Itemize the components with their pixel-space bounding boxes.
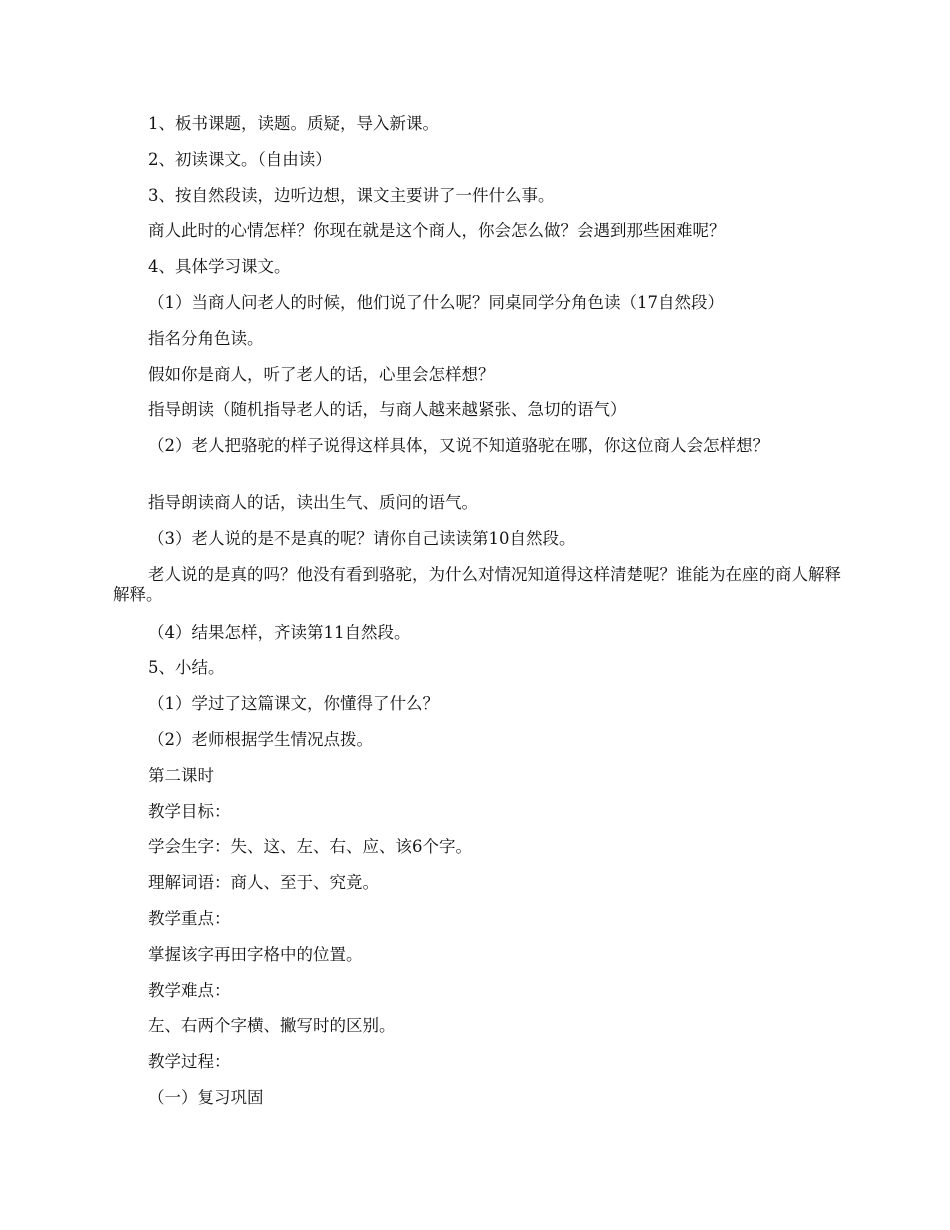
paragraph-difficulty: 左、右两个字横、撇写时的区别。 [148,1016,396,1035]
paragraph-if-merchant: 假如你是商人，听了老人的话，心里会怎样想？ [148,365,495,384]
heading-key-points: 教学重点： [148,909,231,928]
paragraph-role-reading: 指名分角色读。 [148,329,264,348]
paragraph-step-1: 1、板书课题，读题。质疑，导入新课。 [148,114,439,133]
heading-teaching-goals: 教学目标： [148,802,231,821]
paragraph-sub-2: （2）老人把骆驼的样子说得这样具体，又说不知道骆驼在哪，你这位商人会怎样想？ [148,436,769,455]
paragraph-summary-1: （1）学过了这篇课文，你懂得了什么？ [148,694,439,713]
paragraph-step-2: 2、初读课文。（自由读） [148,150,332,169]
paragraph-sub-1: （1）当商人问老人的时候，他们说了什么呢？同桌同学分角色读（17自然段） [148,293,724,312]
paragraph-step-4: 4、具体学习课文。 [148,257,291,276]
paragraph-guided-reading: 指导朗读（随机指导老人的话，与商人越来越紧张、急切的语气） [148,400,627,419]
paragraph-summary-2: （2）老师根据学生情况点拨。 [148,730,373,749]
paragraph-merchant-tone: 指导朗读商人的话，读出生气、质问的语气。 [148,493,478,512]
heading-difficulties: 教学难点： [148,981,231,1000]
paragraph-step-3: 3、按自然段读，边听边想，课文主要讲了一件什么事。 [148,186,555,205]
paragraph-sub-3: （3）老人说的是不是真的呢？请你自己读读第10自然段。 [148,529,576,548]
heading-review: （一）复习巩固 [148,1088,264,1107]
paragraph-new-characters: 学会生字：失、这、左、右、应、该6个字。 [148,837,472,856]
paragraph-merchant-mood: 商人此时的心情怎样？你现在就是这个商人，你会怎么做？会遇到那些困难呢？ [148,221,726,240]
paragraph-sub-4: （4）结果怎样，齐读第11自然段。 [148,623,411,642]
heading-teaching-process: 教学过程： [148,1052,231,1071]
paragraph-key-point: 掌握该字再田字格中的位置。 [148,945,363,964]
paragraph-vocabulary: 理解词语：商人、至于、究竟。 [148,873,379,892]
paragraph-step-5: 5、小结。 [148,658,225,677]
paragraph-old-man-truth: 老人说的是真的吗？他没有看到骆驼，为什么对情况知道得这样清楚呢？谁能为在座的商人解释解释。 [113,565,841,604]
section-heading-second-lesson: 第二课时 [148,766,214,785]
